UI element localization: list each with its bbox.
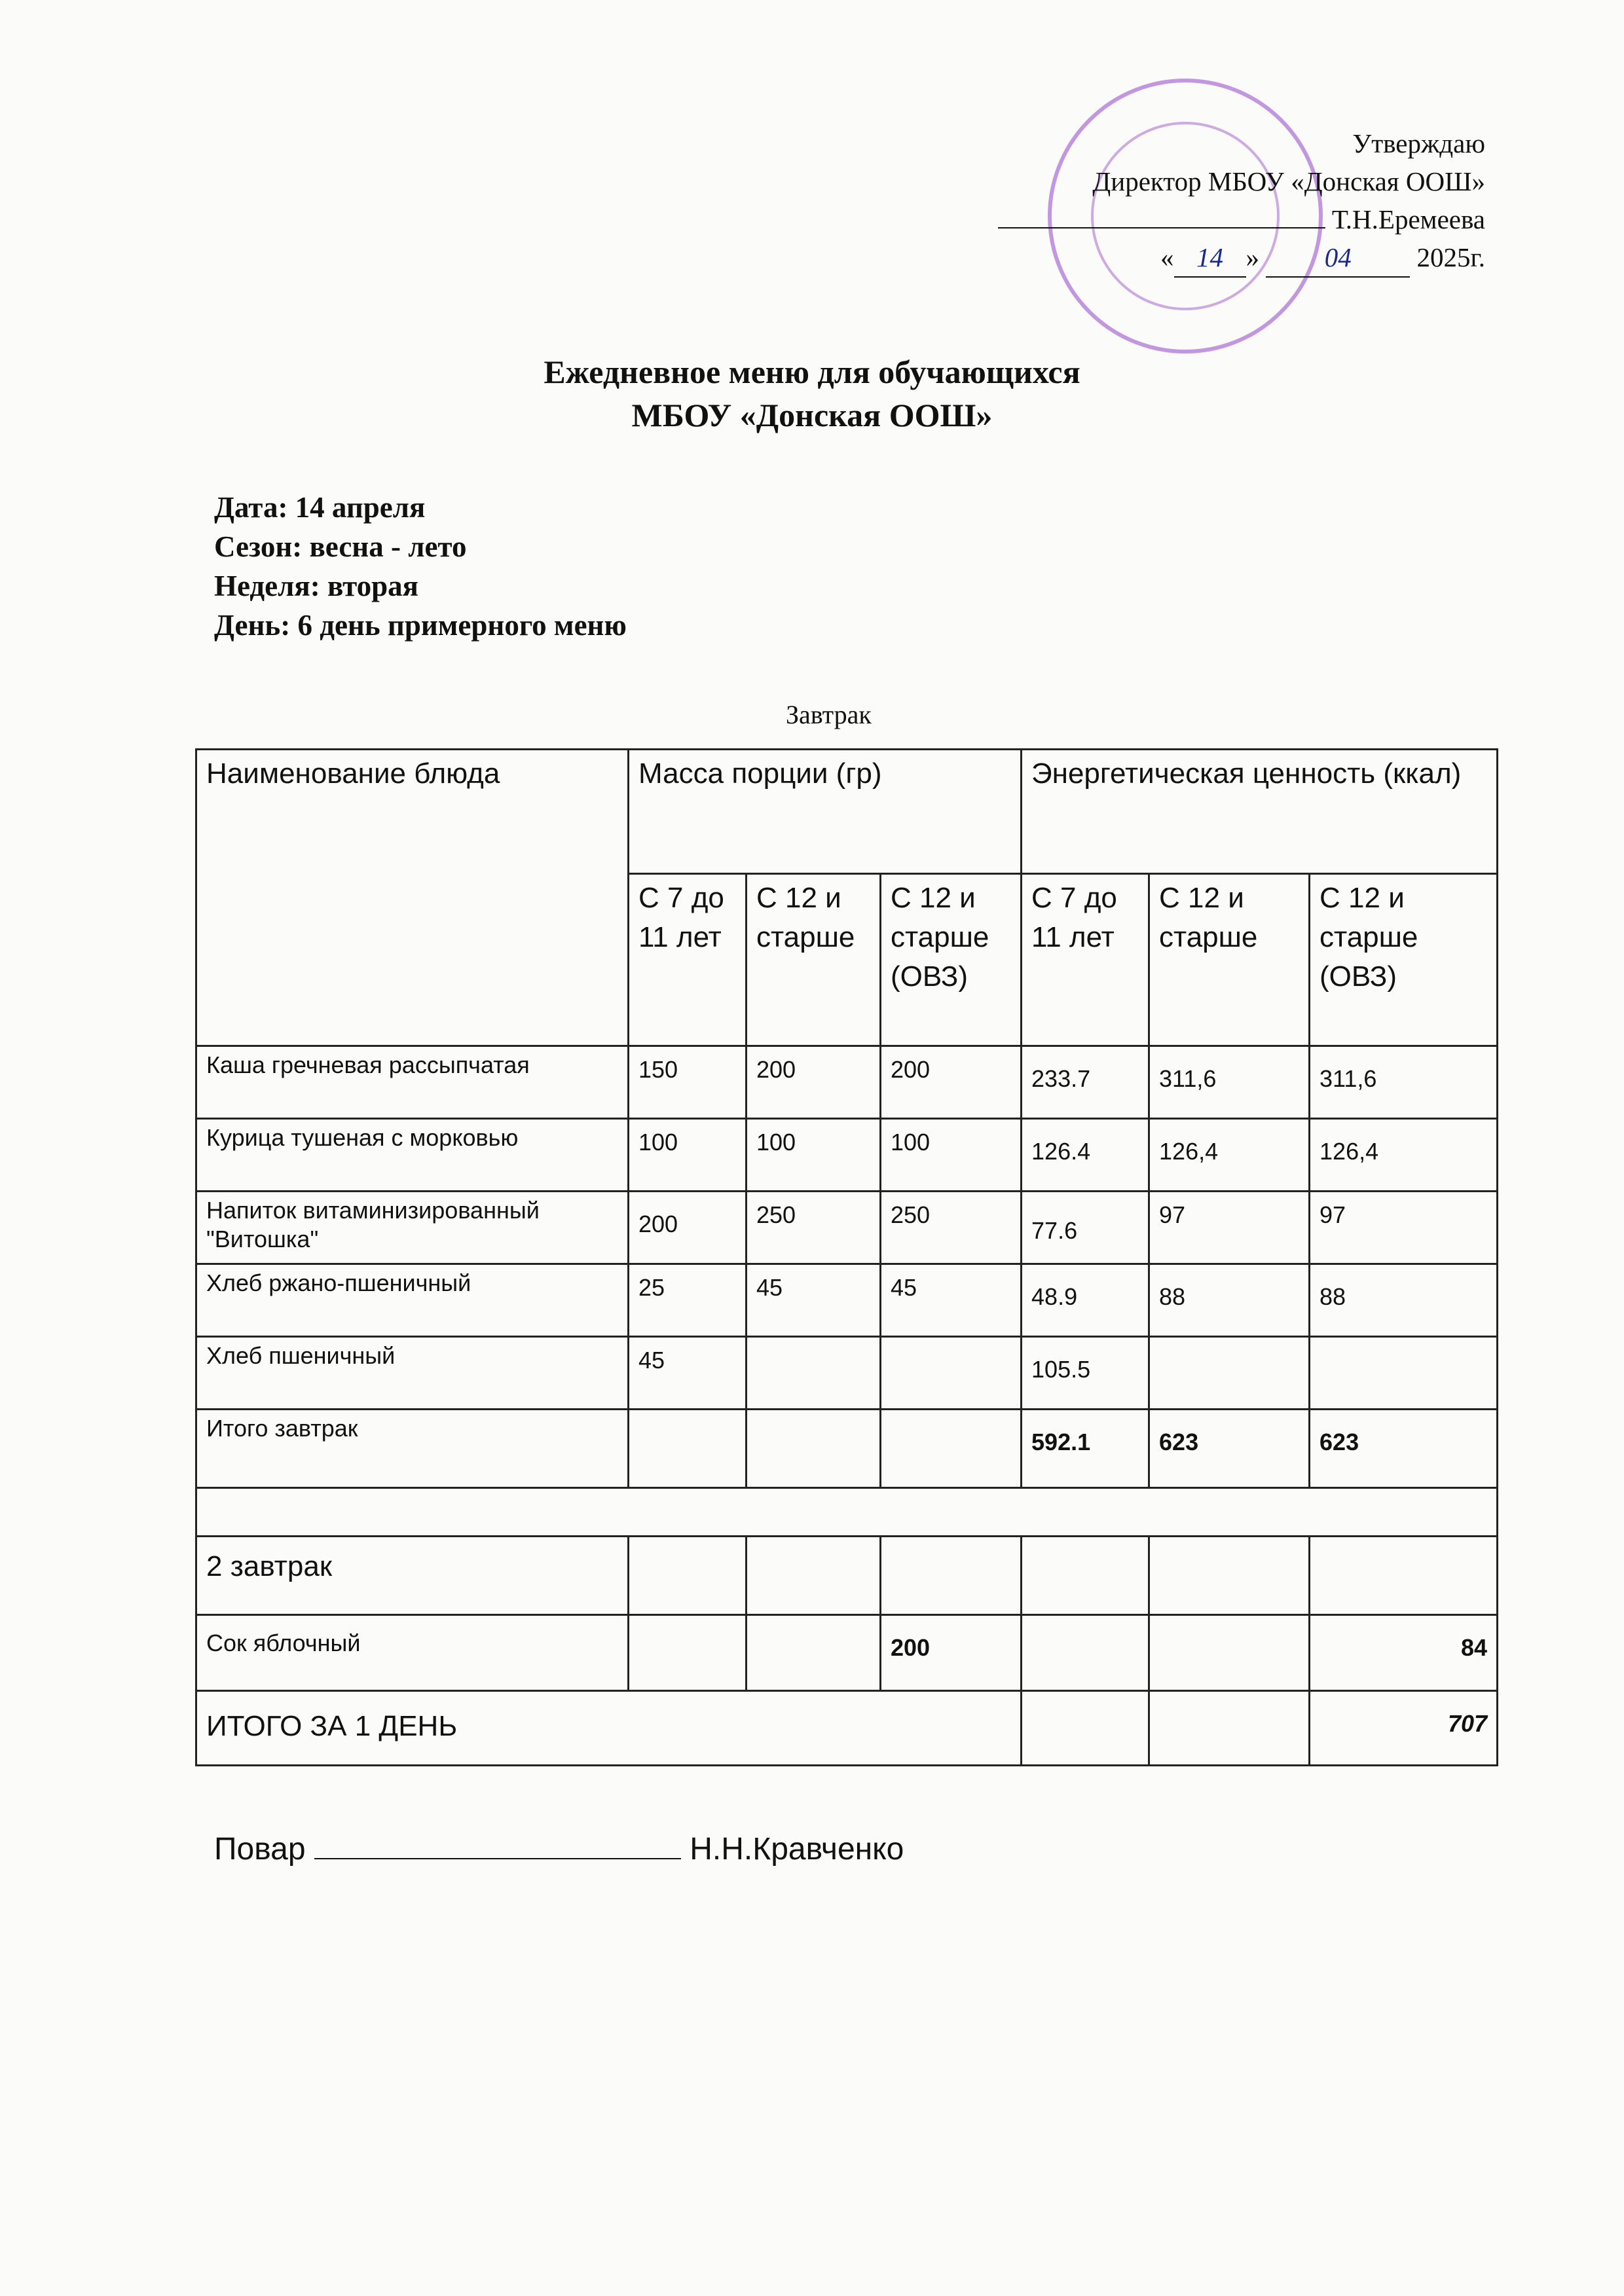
dish-name: Хлеб ржано-пшеничный bbox=[196, 1264, 629, 1337]
energy-12-ovz: 126,4 bbox=[1310, 1119, 1498, 1192]
subheader-cell: С 7 до 11 лет bbox=[1022, 874, 1149, 1046]
info-season: Сезон: весна - лето bbox=[214, 530, 467, 563]
menu-table bbox=[195, 748, 1498, 1766]
mass-7-11: 45 bbox=[629, 1337, 747, 1410]
dish-name: Хлеб пшеничный bbox=[196, 1337, 629, 1410]
empty-cell bbox=[1022, 1615, 1149, 1691]
juice-row bbox=[196, 1615, 1498, 1691]
breakfast-total-row bbox=[196, 1410, 1498, 1488]
energy-12 bbox=[1149, 1337, 1310, 1410]
subheader-cell: С 12 и старше (ОВЗ) bbox=[881, 874, 1022, 1046]
director-title: Директор МБОУ «Донская ООШ» bbox=[1092, 166, 1485, 196]
title-line-1: Ежедневное меню для обучающихся bbox=[544, 354, 1080, 390]
info-week: Неделя: вторая bbox=[214, 570, 419, 602]
dish-name: Каша гречневая рассыпчатая bbox=[196, 1046, 629, 1119]
mass-7-11: 200 bbox=[629, 1192, 747, 1264]
breakfast-total-12-ovz: 623 bbox=[1310, 1410, 1498, 1488]
approval-day: 14 bbox=[1174, 238, 1246, 278]
cook-signature-row bbox=[214, 1827, 904, 1867]
approval-month: 04 bbox=[1266, 238, 1410, 278]
approve-word: Утверждаю bbox=[1352, 128, 1485, 158]
subheader-cell: С 12 и старше bbox=[747, 874, 881, 1046]
mass-12: 100 bbox=[747, 1119, 881, 1192]
empty-cell bbox=[747, 1410, 881, 1488]
energy-7-11: 48.9 bbox=[1022, 1264, 1149, 1337]
empty-cell bbox=[1149, 1691, 1310, 1766]
cook-label: Повар bbox=[214, 1832, 306, 1867]
energy-12: 88 bbox=[1149, 1264, 1310, 1337]
table-row bbox=[196, 1264, 1498, 1337]
empty-cell bbox=[1022, 1691, 1149, 1766]
mass-12-ovz: 200 bbox=[881, 1046, 1022, 1119]
meal-caption: Завтрак bbox=[786, 700, 872, 729]
mass-12-ovz: 250 bbox=[881, 1192, 1022, 1264]
empty-cell bbox=[1310, 1537, 1498, 1615]
cook-name: Н.Н.Кравченко bbox=[690, 1832, 904, 1867]
breakfast-total-7-11: 592.1 bbox=[1022, 1410, 1149, 1488]
menu-info bbox=[214, 488, 627, 645]
energy-12-ovz: 97 bbox=[1310, 1192, 1498, 1264]
table-row bbox=[196, 1192, 1498, 1264]
mass-12: 250 bbox=[747, 1192, 881, 1264]
approval-block bbox=[998, 124, 1485, 278]
energy-7-11: 233.7 bbox=[1022, 1046, 1149, 1119]
mass-12-ovz: 45 bbox=[881, 1264, 1022, 1337]
energy-12-ovz: 88 bbox=[1310, 1264, 1498, 1337]
second-breakfast-label: 2 завтрак bbox=[196, 1537, 629, 1615]
energy-12: 311,6 bbox=[1149, 1046, 1310, 1119]
empty-cell bbox=[881, 1537, 1022, 1615]
table-row bbox=[196, 1337, 1498, 1410]
empty-cell bbox=[1149, 1615, 1310, 1691]
juice-name: Сок яблочный bbox=[196, 1615, 629, 1691]
mass-7-11: 25 bbox=[629, 1264, 747, 1337]
juice-mass-12-ovz: 200 bbox=[881, 1615, 1022, 1691]
empty-cell bbox=[629, 1410, 747, 1488]
energy-12: 126,4 bbox=[1149, 1119, 1310, 1192]
header-energy: Энергетическая ценность (ккал) bbox=[1022, 750, 1498, 874]
table-header-row bbox=[196, 750, 1498, 874]
subheader-cell: С 7 до 11 лет bbox=[629, 874, 747, 1046]
info-date: Дата: 14 апреля bbox=[214, 491, 426, 524]
breakfast-total-label: Итого завтрак bbox=[196, 1410, 629, 1488]
header-mass: Масса порции (гр) bbox=[629, 750, 1022, 874]
mass-12: 45 bbox=[747, 1264, 881, 1337]
day-total-energy: 707 bbox=[1310, 1691, 1498, 1766]
energy-12-ovz bbox=[1310, 1337, 1498, 1410]
date-close-quote: » bbox=[1246, 242, 1260, 272]
mass-12 bbox=[747, 1337, 881, 1410]
energy-7-11: 105.5 bbox=[1022, 1337, 1149, 1410]
subheader-cell: С 12 и старше bbox=[1149, 874, 1310, 1046]
energy-7-11: 126.4 bbox=[1022, 1119, 1149, 1192]
approval-year: 2025г. bbox=[1416, 242, 1485, 272]
mass-12-ovz: 100 bbox=[881, 1119, 1022, 1192]
director-signature-row bbox=[998, 200, 1485, 238]
director-signature-line bbox=[998, 201, 1325, 228]
energy-7-11: 77.6 bbox=[1022, 1192, 1149, 1264]
mass-7-11: 150 bbox=[629, 1046, 747, 1119]
cook-signature-line bbox=[314, 1827, 681, 1859]
empty-cell bbox=[629, 1615, 747, 1691]
table-row bbox=[196, 1119, 1498, 1192]
mass-12: 200 bbox=[747, 1046, 881, 1119]
subheader-cell: С 12 и старше (ОВЗ) bbox=[1310, 874, 1498, 1046]
day-total-row bbox=[196, 1691, 1498, 1766]
approval-date-row bbox=[998, 238, 1485, 278]
table-row bbox=[196, 1046, 1498, 1119]
empty-cell bbox=[747, 1537, 881, 1615]
energy-12: 97 bbox=[1149, 1192, 1310, 1264]
date-open-quote: « bbox=[1160, 242, 1174, 272]
mass-12-ovz bbox=[881, 1337, 1022, 1410]
empty-cell bbox=[1149, 1537, 1310, 1615]
page-title bbox=[0, 350, 1624, 437]
empty-cell bbox=[629, 1537, 747, 1615]
dish-name: Курица тушеная с морковью bbox=[196, 1119, 629, 1192]
header-name: Наименование блюда bbox=[196, 750, 629, 1046]
empty-cell bbox=[881, 1410, 1022, 1488]
juice-energy-12-ovz: 84 bbox=[1310, 1615, 1498, 1691]
mass-7-11: 100 bbox=[629, 1119, 747, 1192]
empty-cell bbox=[747, 1615, 881, 1691]
breakfast-total-12: 623 bbox=[1149, 1410, 1310, 1488]
second-breakfast-row bbox=[196, 1537, 1498, 1615]
dish-name: Напиток витаминизированный "Витошка" bbox=[196, 1192, 629, 1264]
spacer-row bbox=[196, 1488, 1498, 1537]
day-total-label: ИТОГО ЗА 1 ДЕНЬ bbox=[196, 1691, 1022, 1766]
spacer-cell bbox=[196, 1488, 1498, 1537]
director-name: Т.Н.Еремеева bbox=[1331, 204, 1485, 234]
energy-12-ovz: 311,6 bbox=[1310, 1046, 1498, 1119]
empty-cell bbox=[1022, 1537, 1149, 1615]
info-day: День: 6 день примерного меню bbox=[214, 609, 627, 642]
title-line-2: МБОУ «Донская ООШ» bbox=[631, 397, 993, 433]
